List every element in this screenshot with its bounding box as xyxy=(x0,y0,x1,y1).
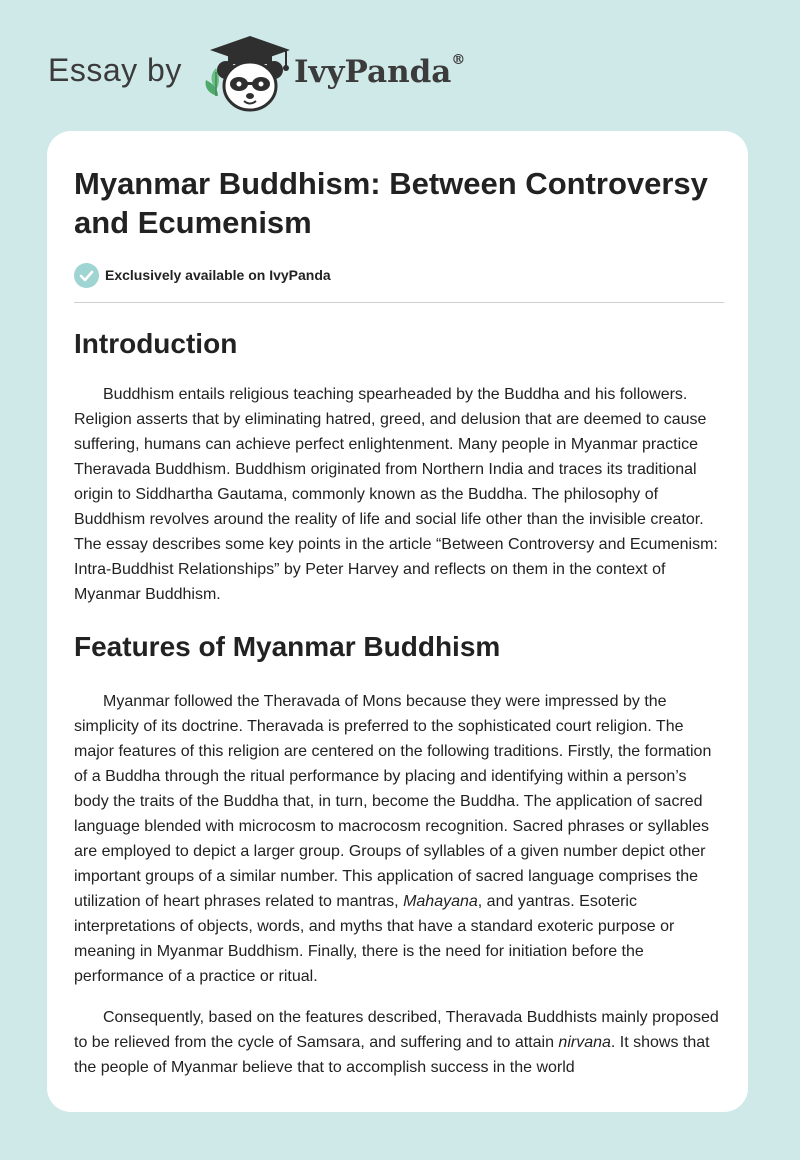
paragraph: Consequently, based on the features described, Theravada Buddhists mainly proposed to be relieved from the cycle of Samsara, and suffering and to attain nirvana. It shows that the people of Myanmar believe that to accomplish success in the world xyxy=(74,1009,719,1076)
emphasis-term: Mahayana xyxy=(403,893,478,910)
emphasis-term: nirvana xyxy=(558,1034,611,1051)
exclusive-notice xyxy=(74,262,724,288)
exclusive-label: Exclusively available on IvyPanda xyxy=(105,267,331,283)
registered-mark: ® xyxy=(451,52,466,68)
paragraph: Myanmar followed the Theravada of Mons because they were impressed by the simplicity of its doctrine. Theravada is preferred to the sophisticated court religion. The major features of this religion are centered on the following traditions. Firstly, the formation of a Buddha through the ritual performance by placing and identifying within a person’s body the traits of the Buddha that, in turn, become the Buddha. The application of sacred language blended with microcosm to macrocosm recognition. Sacred phrases or syllables are employed to depict a larger group. Groups of syllables of a given number depict other important groups of a similar number. This application of sacred language comprises the utilization of heart phrases related to mantras, Mahayana, and yantras. Esoteric interpretations of objects, words, and myths that have a standard exoteric purpose or meaning in Myanmar Buddhism. Finally, there is the need for initiation before the performance of a practice or ritual. xyxy=(74,693,712,985)
checkmark-icon xyxy=(74,263,99,288)
section-heading: Features of Myanmar Buddhism xyxy=(74,631,501,662)
brand-name[interactable]: IvyPanda® xyxy=(294,52,466,90)
essay-card xyxy=(47,131,748,1112)
title-divider xyxy=(74,302,724,303)
section-introduction xyxy=(74,327,724,607)
essay-title: Myanmar Buddhism: Between Controversy and Ecumenism xyxy=(74,166,708,240)
paragraph: Buddhism entails religious teaching spearheaded by the Buddha and his followers. Religion asserts that by eliminating hatred, greed, and delusion that are deemed to cause suffering, humans can achieve perfect enlightenment. Many people in Myanmar practice Theravada Buddhism. Buddhism originated from Northern India and traces its traditional origin to Siddhartha Gautama, commonly known as the Buddha. The philosophy of Buddhism revolves around the reality of life and social life other than the invisible creator. The essay describes some key points in the article “Between Controversy and Ecumenism: Intra-Buddhist Relationships” by Peter Harvey and reflects on them in the context of Myanmar Buddhism. xyxy=(74,386,718,603)
essay-content xyxy=(74,164,724,1080)
brand-prefix: Essay by xyxy=(48,52,182,88)
site-header xyxy=(0,0,800,130)
section-heading: Introduction xyxy=(74,328,238,359)
section-features xyxy=(74,630,724,1080)
panda-graduation-cap-icon[interactable] xyxy=(200,34,296,114)
